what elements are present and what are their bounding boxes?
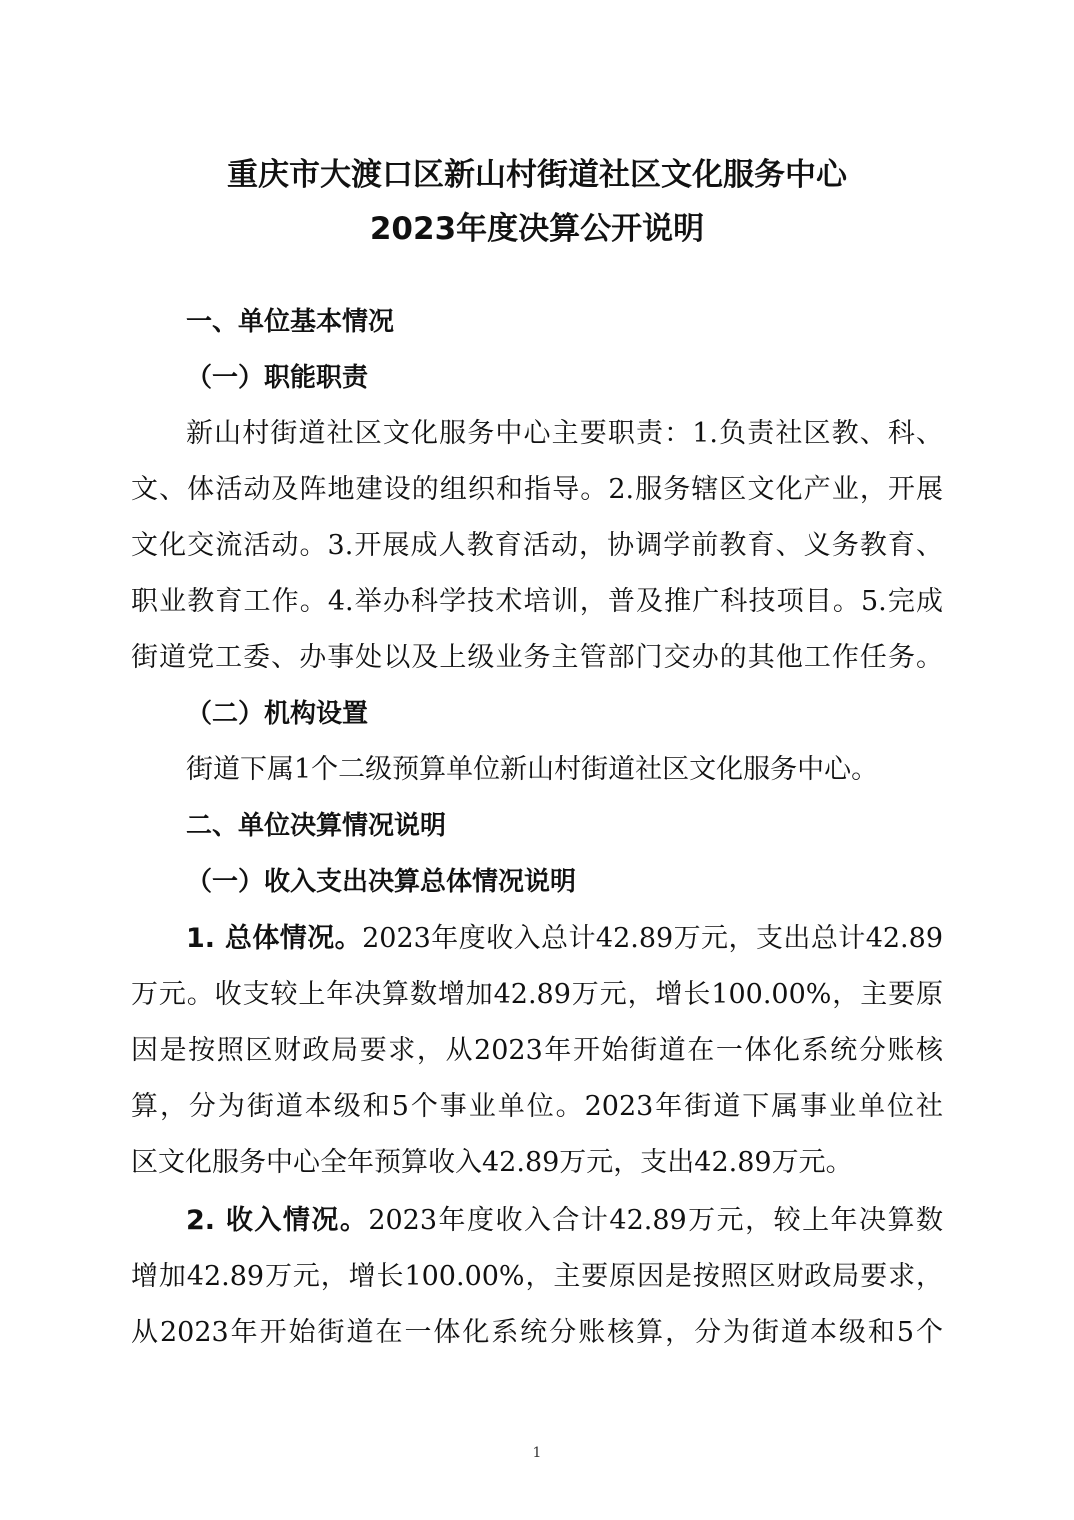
paragraph-line: 街道下属1个二级预算单位新山村街道社区文化服务中心。: [186, 754, 879, 785]
paragraph-first-line: [186, 1203, 943, 1239]
section-2-heading: 二、单位决算情况说明: [186, 811, 447, 841]
paragraph-line-rest: 2023年度收入合计42.89万元，较上年决算数: [368, 1205, 943, 1236]
paragraph-line: 算，分为街道本级和5个事业单位。2023年街道下属事业单位社: [131, 1091, 943, 1122]
paragraph-line: 职业教育工作。4.举办科学技术培训，普及推广科技项目。5.完成: [131, 586, 943, 617]
paragraph-line: 街道党工委、办事处以及上级业务主管部门交办的其他工作任务。: [131, 642, 943, 673]
paragraph-line: 增加42.89万元，增长100.00%，主要原因是按照区财政局要求，: [131, 1261, 943, 1292]
paragraph-line: 从2023年开始街道在一体化系统分账核算，分为街道本级和5个: [131, 1317, 943, 1348]
page-number: 1: [532, 1445, 542, 1461]
paragraph-line: 因是按照区财政局要求，从2023年开始街道在一体化系统分账核: [131, 1035, 943, 1066]
section-2-sub-1-heading: （一）收入支出决算总体情况说明: [186, 867, 577, 897]
paragraph-line: 文化交流活动。3.开展成人教育活动，协调学前教育、义务教育、: [131, 530, 943, 561]
paragraph-line: 文、体活动及阵地建设的组织和指导。2.服务辖区文化产业，开展: [131, 474, 943, 505]
paragraph-lead: 2. 收入情况。: [186, 1205, 369, 1236]
section-1-sub-2-heading: （二）机构设置: [186, 699, 369, 729]
paragraph-line-rest: 2023年度收入总计42.89万元，支出总计42.89: [362, 923, 943, 954]
paragraph-line: 新山村街道社区文化服务中心主要职责：1.负责社区教、科、: [186, 418, 943, 449]
paragraph-lead: 1. 总体情况。: [186, 923, 363, 954]
section-1-heading: 一、单位基本情况: [186, 307, 395, 337]
paragraph-line: 万元。收支较上年决算数增加42.89万元，增长100.00%，主要原: [131, 979, 943, 1010]
paragraph-first-line: [186, 921, 943, 957]
document-title-line-2: 2023年度决算公开说明: [369, 211, 705, 247]
section-1-sub-1-heading: （一）职能职责: [186, 363, 369, 393]
paragraph-line: 区文化服务中心全年预算收入42.89万元，支出42.89万元。: [131, 1147, 853, 1178]
document-title-line-1: 重庆市大渡口区新山村街道社区文化服务中心: [227, 157, 847, 193]
